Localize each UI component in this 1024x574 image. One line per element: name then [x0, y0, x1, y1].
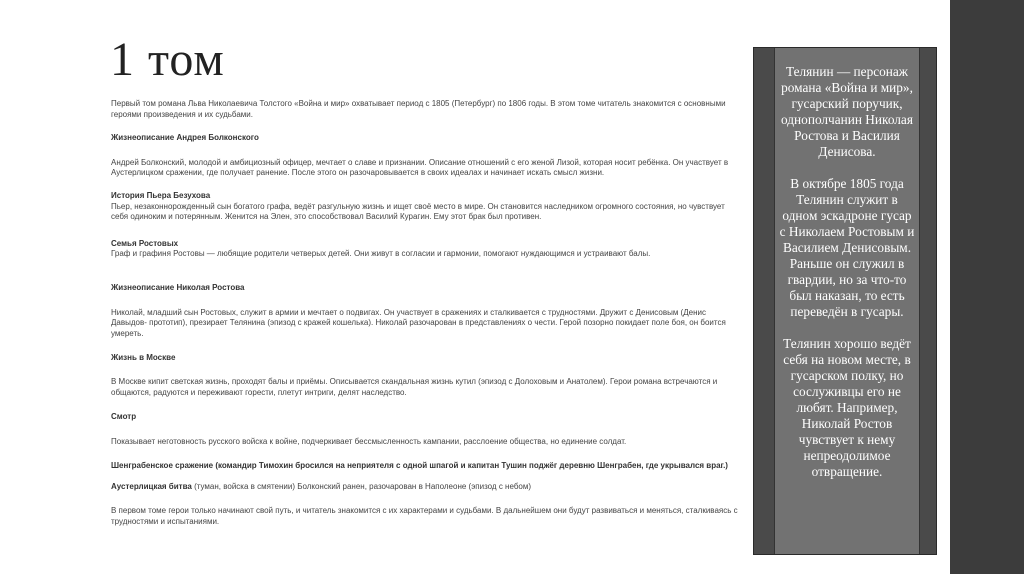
spacer [111, 223, 743, 239]
sidebar-panel [753, 47, 937, 555]
sidebar-paragraph-1: Телянин — персонаж романа «Война и мир», гусарский поручик, однополчанин Николая Ростова и Василия Денисова. [781, 64, 913, 159]
spacer [111, 492, 743, 506]
closing-paragraph: В первом томе герои только начинают свой путь, и читатель знакомится с их характерами и судьбами. В дальнейшем они будут развиваться и меняться, сталкиваясь с трудностями и испытаниями. [111, 506, 738, 527]
section-body-nikolai: Николай, младший сын Ростовых, служит в армии и мечтает о подвигах. Он участвует в сражениях и сталкивается с трудностями. Дружит с Денисовым (Денис Давыдов- прототип), презирает Телянина (эпизод с кражей кошелька). Николай разочарован в представлениях о чести. Герой позорно покидает поле боя, он боится умереть. [111, 307, 726, 338]
spacer [111, 179, 743, 191]
content-text [111, 99, 743, 528]
section-body-moscow: В Москве кипит светская жизнь, проходят балы и приёмы. Описывается скандальная жизнь кутил (эпизод с Долоховым и Анатолем). Герои романа встречаются и общаются, радуются и переживают горести, плетут интриги, делят наследство. [111, 376, 718, 397]
sidebar-paragraph-3: Телянин хорошо ведёт себя на новом месте, в гусарском полку, но сослуживцы его не любят. Например, Николай Ростов чувствует к нему непреодолимое отвращение. [783, 336, 911, 479]
spacer [111, 120, 743, 133]
spacer [111, 472, 743, 482]
sidebar-text-box [774, 48, 920, 554]
spacer [111, 144, 743, 158]
section-body-andrei: Андрей Болконский, молодой и амбициозный офицер, мечтает о славе и признании. Описание отношений с его женой Лизой, которая носит ребёнка. Он участвует в Аустерлицком сражении, где получает ранение. После этого он разочаровывается в своих идеалах и начинает искать смысл жизни. [111, 157, 729, 178]
section-heading-rostovs: Семья Ростовых [111, 238, 179, 248]
section-heading-pierre: История Пьера Безухова [111, 190, 211, 200]
section-heading-nikolai: Жизнеописание Николая Ростова [111, 282, 245, 292]
section-heading-moscow: Жизнь в Москве [111, 353, 176, 363]
spacer [111, 260, 743, 283]
sidebar-paragraph-2: В октябре 1805 года Телянин служит в одном эскадроне гусар с Николаем Ростовым и Василием Денисовым. Раньше он служил в гвардии, но за что-то был наказан, то есть переведён в гусары. [779, 176, 915, 319]
spacer [111, 294, 743, 308]
section-body-review: Показывает неготовность русского войска к войне, подчеркивает бессмысленность кампании, расслоение общества, но единение солдат. [111, 436, 627, 446]
right-decorative-bar [950, 0, 1024, 574]
austerlitz-line [111, 482, 743, 493]
spacer [111, 423, 743, 437]
section-body-rostovs: Граф и графиня Ростовы — любящие родители четверых детей. Они живут в согласии и гармонии, помогают нуждающимся и устраивают балы. [111, 249, 651, 259]
intro-paragraph: Первый том романа Льва Николаевича Толстого «Война и мир» охватывает период с 1805 (Петербург) по 1806 годы. В этом томе читатель знакомится с основными героями произведения и их судьбами. [111, 99, 726, 119]
spacer [111, 339, 743, 353]
spacer [111, 398, 743, 412]
shengraben-heading: Шенграбенское сражение (командир Тимохин бросился на неприятеля с одной шпагой и капитан Тушин поджёг деревню Шенграбен, где укрывался враг.) [111, 461, 728, 471]
section-body-pierre: Пьер, незаконнорожденный сын богатого графа, ведёт разгульную жизнь и ищет своё место в мире. Он становится наследником огромного состояния, но чувствует себя одиноким и потерянным. Женится на Элен, это способствовал Василий Курагин. Ему этот брак был противен. [111, 201, 725, 222]
spacer [111, 364, 743, 377]
austerlitz-body: (туман, войска в смятении) Болконский ранен, разочарован в Наполеоне (эпизод с небом) [191, 481, 532, 491]
slide-title: 1 том [110, 33, 225, 86]
austerlitz-heading: Аустерлицкая битва [111, 481, 192, 491]
spacer [111, 447, 743, 461]
section-heading-andrei: Жизнеописание Андрея Болконского [111, 133, 259, 143]
section-heading-review: Смотр [111, 412, 137, 422]
